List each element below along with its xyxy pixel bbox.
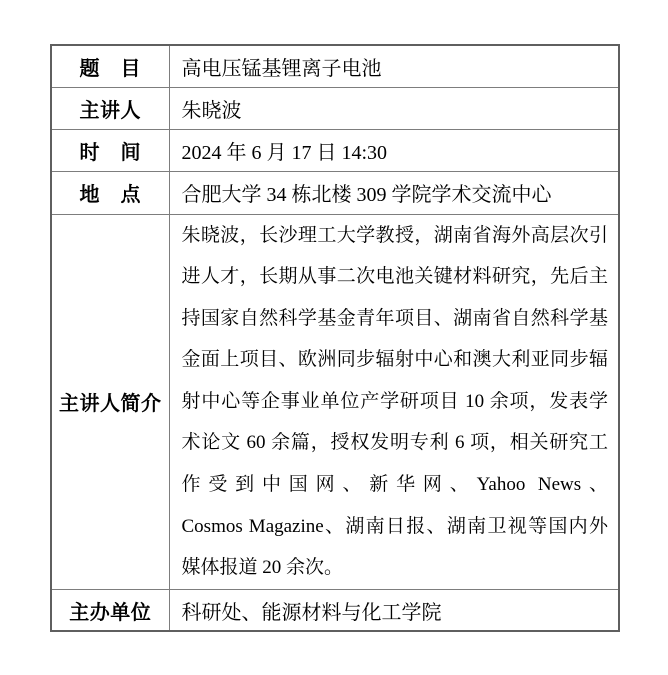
- bio-line: 持国家自然科学基金青年项目、湖南省自然科学基: [181, 307, 608, 329]
- venue-value: 合肥大学 34 栋北楼 309 学院学术交流中心: [169, 171, 619, 214]
- bio-label: 主讲人简介: [51, 214, 169, 589]
- table-row-organizer: [51, 589, 619, 631]
- table-row-time: [51, 129, 619, 171]
- table-row-speaker: [51, 87, 619, 129]
- bio-line: 射中心等企事业单位产学研项目 10 余项，发表学: [181, 390, 608, 412]
- lecture-info-table: [50, 44, 620, 632]
- speaker-label: 主讲人: [51, 87, 169, 129]
- bio-cell: [169, 214, 619, 589]
- bio-line: 媒体报道 20 余次。: [181, 557, 344, 579]
- bio-line: 作受到中国网、新华网、Yahoo News、: [181, 474, 608, 496]
- organizer-value: 科研处、能源材料与化工学院: [169, 589, 619, 631]
- time-value: 2024 年 6 月 17 日 14:30: [169, 129, 619, 171]
- bio-line: 术论文 60 余篇，授权发明专利 6 项，相关研究工: [181, 432, 608, 454]
- speaker-value: 朱晓波: [169, 87, 619, 129]
- bio-line: 进人才，长期从事二次电池关键材料研究，先后主: [181, 266, 608, 288]
- organizer-label: 主办单位: [51, 589, 169, 631]
- bio-line: 金面上项目、欧洲同步辐射中心和澳大利亚同步辐: [181, 349, 608, 371]
- bio-line: 朱晓波，长沙理工大学教授，湖南省海外高层次引: [181, 224, 608, 246]
- subject-value: 高电压锰基锂离子电池: [169, 45, 619, 87]
- subject-label: 题 目: [51, 45, 169, 87]
- bio-text: [182, 215, 609, 589]
- table-row-bio: [51, 214, 619, 589]
- bio-line: Cosmos Magazine、湖南日报、湖南卫视等国内外: [181, 515, 608, 537]
- venue-label: 地 点: [51, 171, 169, 214]
- time-label: 时 间: [51, 129, 169, 171]
- table-row-subject: [51, 45, 619, 87]
- table-row-venue: [51, 171, 619, 214]
